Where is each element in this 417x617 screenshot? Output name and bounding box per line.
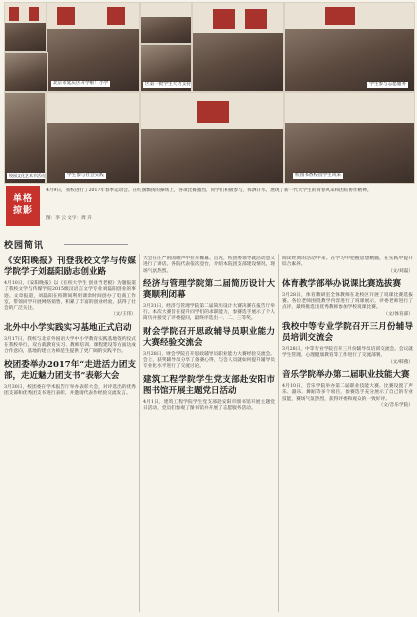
photo-7 (46, 92, 140, 184)
article-body: 3月17日，我校与北京外国语大学中小学教育实践基地签约仪式在我校举行。双方就教育实习、教师培训、课程建设等方面达成合作意向，基地的建立为师范生提供了更广阔的实践平台。 (4, 336, 136, 355)
photo-8 (140, 92, 284, 184)
photo-10 (4, 92, 46, 184)
article-credit: （文/刘磊） (387, 268, 413, 274)
photo-2 (140, 2, 192, 44)
photo-caption-6: 校园文化艺术节活动 (9, 173, 45, 178)
middle-column (143, 256, 275, 614)
article-body: 3月28日，体育教研室全体教师在北校区开展了说课比赛选拔赛。各位老师围绕教学内容进行了说课展示，评委老师进行了点评，最终推选出优秀教师参加学校说课比赛。 (282, 292, 413, 311)
article-title: 体育教学部举办说课比赛选拔赛 (282, 278, 402, 289)
photo-caption-3: 区第一批学生大力支持 (145, 82, 191, 87)
feature-tag: 单格掠影 (6, 186, 40, 226)
photo-9 (284, 92, 415, 184)
article-credit: （文/王伟） (110, 312, 136, 318)
section-label: 校园简讯 (4, 241, 45, 251)
photo-3 (140, 44, 192, 92)
article-body: 3月31日，经济与管理学院第二届简历设计大赛决赛在报告厅举行。本次大赛旨在提升同学们的求职能力，参赛选手展示了个人简历并接受了评委提问，最终评选出一、二、三等奖。 (143, 303, 275, 322)
article-title: 《安阳晚报》刊登我校文学与传媒学院学子刘磊阳励志创业路 (4, 256, 136, 277)
left-column (4, 256, 136, 614)
article-title: 经济与管理学院第二届简历设计大赛顺利闭幕 (143, 278, 275, 300)
article-credit: （文/体育部） (383, 311, 413, 317)
article-title: 校团委举办2017年“走进活力团支部，走近魅力团支书”表彰大会 (4, 359, 136, 381)
feature-body: 4月9日，我校进行了2017年春季运动会。在红旗飘扬的操场上，各项比赛激烈，同学们积极参与，挥洒汗水，展现了新一代大学生的青春风采和团结协作精神。 (46, 188, 372, 193)
article-title: 建筑工程学院学生党支部赴安阳市图书馆开展主题党日活动 (143, 374, 275, 396)
photo-caption-4: 校园书香校园学生风采 (295, 173, 341, 178)
article-title: 财会学院召开思政辅导员职业能力大赛经验交流会 (143, 326, 275, 348)
article-body: 4月10日，《安阳晚报》以《在校大学生 创业当老板》为题报道了我校文学与传媒学院2015级汉语言文学专业刘磊阳创业的事迹。文章报道，刘磊阳在校期间利用课余时间创办了电商工作室，带领同学开展网络销售，积累了丰富的创业经验，获得了社会的广泛关注。 (4, 281, 136, 312)
article-credit: （文/音乐学院） (378, 402, 413, 408)
photo-6 (4, 52, 48, 92)
article-title: 我校中等专业学院召开三月份辅导员培训交流会 (282, 322, 413, 344)
photo-5 (284, 2, 415, 92)
article-credit: （文/韩燕） (387, 359, 413, 365)
photo-1 (46, 2, 140, 92)
feature-credit: 图：李 云 文字：周 卉 (46, 216, 92, 221)
right-column (282, 256, 413, 614)
photo-caption-2: 学生参与社会实践 (67, 173, 104, 178)
photo-caption-5: 学生参与志愿服务 (369, 82, 406, 87)
photo-left (4, 2, 48, 52)
photo-caption-1: 北京市延庆区开学啦！小学 (53, 81, 109, 86)
article-body: 4月10日，音乐学院举办第二届职业技能大赛。比赛设置了声乐、器乐、舞蹈等多个项目，参赛选手充分展示了自己的专业技能，赛场气氛热烈，获得评委和观众的一致好评。 (282, 383, 413, 402)
article-body: 阅读经典的活动中来。在学习中把握思想精髓，在实践中提升综合素养。 (282, 256, 413, 268)
article-body: 大会在庄严的国歌声中拉开帷幕。首先，校团委领导就活动意义进行了讲话。各院代表依次登台，介绍本院团支部建设情况，现场气氛热烈。 (143, 256, 275, 274)
article-body: 3月28日，财会学院召开思政辅导员职业能力大赛经验交流会。会上，获奖辅导员分享了备赛心得，与会人员就如何提升辅导员专业化水平进行了交流讨论。 (143, 351, 275, 370)
article-body: 3月30日，校团委在学术报告厅举办表彰大会，对评选出的优秀团支部和优秀团支书进行表彰，并邀请代表作经验交流发言。 (4, 384, 136, 396)
article-body: 4月1日，建筑工程学院学生党支部赴安阳市图书馆开展主题党日活动，党员们参观了图书馆并开展了志愿服务活动。 (143, 399, 275, 411)
article-title: 北外中小学实践实习基地正式启动 (4, 322, 132, 333)
section-header (4, 238, 128, 250)
article-title: 音乐学院举办第二届职业技能大赛 (282, 369, 410, 380)
photo-4 (192, 2, 284, 92)
article-body: 3月28日，中等专业学院召开三月份辅导员培训交流会。会议就学生管理、心理健康教育等工作进行了交流部署。 (282, 347, 413, 359)
